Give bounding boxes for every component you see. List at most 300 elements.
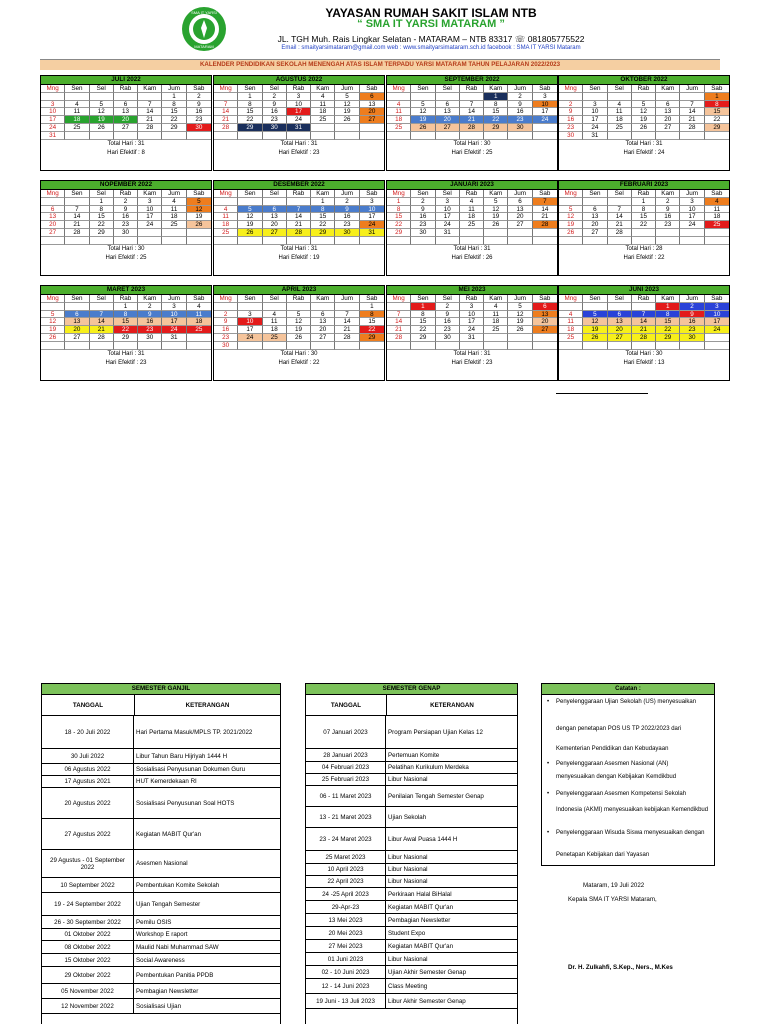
calendar-day: 5 [90,101,114,109]
calendar-day: 16 [680,318,704,326]
school-contacts: Email : smaityarsimataram@gmail.com web : www.smaityarsimataram.sch.id facebook : SMA IT YARSI Mataram [281,45,581,51]
school-name: “ SMA IT YARSI MATARAM ” [357,18,505,30]
calendar-day: 16 [411,213,435,221]
table-row [306,940,517,953]
calendar-day: 30 [187,124,211,132]
calendar-day: 14 [90,318,114,326]
calendar-day: 8 [360,311,384,319]
calendar-empty-cell [559,237,583,245]
calendar-day: 22 [114,326,138,334]
calendar-day: 21 [90,326,114,334]
calendar-day: 23 [138,326,162,334]
calendar-day: 16 [656,213,680,221]
calendar-day: 25 [559,334,583,342]
calendar-empty-cell [162,229,186,237]
day-header: Rab [287,85,311,93]
calendar-empty-cell [263,237,287,245]
row-date: 25 Februari 2023 [306,774,386,785]
calendar-day: 8 [162,101,186,109]
calendar-day: 23 [559,124,583,132]
catatan-item: dengan penetapan POS US TP 2022/2023 dari [556,726,682,732]
calendar-empty-cell [508,334,532,342]
calendar-empty-cell [608,132,632,140]
month-calendar [40,75,212,171]
bullet-icon: • [547,830,550,836]
calendar-day: 2 [559,101,583,109]
calendar-day: 9 [138,311,162,319]
month-title: APRIL 2023 [214,286,384,295]
calendar-empty-cell [533,342,557,350]
calendar-day: 11 [608,108,632,116]
table-row [42,941,280,954]
table-row [42,716,280,749]
calendar-day: 10 [705,311,729,319]
calendar-day: 31 [583,132,607,140]
calendar-day: 7 [608,206,632,214]
calendar-day: 11 [311,101,335,109]
calendar-day: 23 [411,221,435,229]
calendar-day: 17 [583,116,607,124]
day-header: Jum [508,85,532,93]
month-calendar [386,180,558,276]
row-description: Pembentukan Panitia PPDB [136,971,214,979]
calendar-day: 7 [680,101,704,109]
calendar-empty-cell [187,334,211,342]
calendar-day: 7 [387,311,411,319]
calendar-day: 3 [238,311,262,319]
day-header: Sab [705,295,729,303]
calendar-empty-cell [460,93,484,101]
calendar-day: 15 [238,108,262,116]
month-calendar [213,180,385,276]
calendar-day: 4 [460,198,484,206]
month-day-grid [387,190,557,245]
calendar-empty-cell [90,132,114,140]
calendar-day: 20 [436,116,460,124]
calendar-day: 7 [533,198,557,206]
calendar-empty-cell [90,303,114,311]
table-row [306,864,517,876]
calendar-empty-cell [114,342,138,350]
row-date: 13 - 21 Maret 2023 [306,807,386,827]
calendar-empty-cell [632,132,656,140]
calendar-day: 29 [238,124,262,132]
calendar-day: 9 [335,206,359,214]
calendar-day: 1 [484,93,508,101]
calendar-day: 12 [583,318,607,326]
catatan-item: Penetapan Kebijakan dari Yayasan [556,852,650,858]
calendar-day: 11 [214,213,238,221]
calendar-day: 12 [41,318,65,326]
calendar-day: 9 [114,206,138,214]
calendar-day: 5 [583,311,607,319]
calendar-day: 19 [583,326,607,334]
calendar-day: 8 [411,311,435,319]
calendar-day: 8 [484,101,508,109]
calendar-day: 19 [632,116,656,124]
month-effective-days: Hari Efektif : 25 [105,254,147,261]
calendar-empty-cell [311,132,335,140]
calendar-day: 4 [608,101,632,109]
calendar-day: 29 [656,334,680,342]
calendar-day: 26 [559,229,583,237]
calendar-day: 19 [484,213,508,221]
month-calendar [386,285,558,381]
calendar-empty-cell [460,132,484,140]
calendar-day: 12 [287,318,311,326]
calendar-day: 8 [656,311,680,319]
calendar-day: 22 [705,116,729,124]
col-keterangan: KETERANGAN [430,701,474,709]
calendar-empty-cell [287,237,311,245]
calendar-day: 25 [705,221,729,229]
calendar-day: 2 [214,311,238,319]
calendar-empty-cell [411,342,435,350]
day-header: Sen [65,190,89,198]
table-row [306,901,517,914]
calendar-empty-cell [360,237,384,245]
calendar-empty-cell [138,229,162,237]
calendar-day: 21 [287,221,311,229]
calendar-day: 15 [705,108,729,116]
calendar-day: 27 [114,124,138,132]
month-title: DESEMBER 2022 [214,181,384,190]
day-header: Kam [484,295,508,303]
day-header: Kam [138,295,162,303]
bullet-icon: • [547,791,550,797]
row-description: Pembagian Newsletter [136,987,199,995]
calendar-day: 23 [436,326,460,334]
day-header: Jum [680,295,704,303]
calendar-day: 20 [360,108,384,116]
calendar-day: 16 [559,116,583,124]
calendar-day: 16 [263,108,287,116]
calendar-day: 4 [705,198,729,206]
calendar-day: 9 [436,311,460,319]
day-header: Kam [311,295,335,303]
month-day-grid [41,85,211,140]
table-row [42,788,280,819]
calendar-day: 19 [238,221,262,229]
day-header: Rab [287,190,311,198]
calendar-day: 2 [335,198,359,206]
calendar-day: 11 [484,311,508,319]
day-header: Sab [533,190,557,198]
calendar-day: 28 [460,124,484,132]
calendar-day: 13 [656,108,680,116]
calendar-day: 26 [41,334,65,342]
calendar-day: 5 [335,93,359,101]
calendar-day: 18 [705,213,729,221]
calendar-day: 22 [387,221,411,229]
calendar-empty-cell [65,93,89,101]
calendar-day: 22 [90,221,114,229]
calendar-day: 5 [41,311,65,319]
calendar-day: 31 [162,334,186,342]
day-header: Sen [65,85,89,93]
row-description: Workshop E raport [136,931,188,938]
calendar-day: 5 [508,303,532,311]
day-header: Rab [287,295,311,303]
calendar-day: 6 [533,303,557,311]
month-day-grid [559,85,729,140]
calendar-empty-cell [632,93,656,101]
month-effective-days: Hari Efektif : 13 [623,359,665,366]
calendar-day: 27 [263,229,287,237]
calendar-empty-cell [705,334,729,342]
calendar-day: 10 [41,108,65,116]
calendar-day: 13 [508,206,532,214]
calendar-day: 15 [656,318,680,326]
calendar-day: 22 [632,221,656,229]
calendar-empty-cell [632,229,656,237]
row-date: 05 November 2022 [42,984,134,998]
calendar-empty-cell [583,237,607,245]
calendar-day: 21 [460,116,484,124]
calendar-day: 17 [533,108,557,116]
row-date: 07 Januari 2023 [306,716,386,748]
calendar-empty-cell [90,237,114,245]
calendar-day: 24 [583,124,607,132]
calendar-day: 3 [680,198,704,206]
month-effective-days: Hari Efektif : 23 [451,359,493,366]
day-header: Mng [559,295,583,303]
day-header: Sel [263,295,287,303]
day-header: Sab [533,85,557,93]
table-row [42,929,280,941]
calendar-day: 5 [559,206,583,214]
calendar-empty-cell [608,342,632,350]
calendar-day: 16 [214,326,238,334]
calendar-day: 10 [583,108,607,116]
calendar-day: 30 [335,229,359,237]
calendar-day: 9 [680,311,704,319]
row-date: 13 Mei 2023 [306,914,386,926]
calendar-day: 15 [162,108,186,116]
catatan-item: Kementerian Pendidikan dan Kebudayaan [556,746,669,752]
calendar-day: 5 [411,101,435,109]
calendar-day: 15 [387,213,411,221]
calendar-empty-cell [311,342,335,350]
calendar-day: 30 [559,132,583,140]
month-calendar [558,75,730,171]
calendar-day: 17 [360,213,384,221]
calendar-day: 2 [411,198,435,206]
calendar-empty-cell [559,198,583,206]
month-day-grid [387,295,557,350]
calendar-day: 1 [656,303,680,311]
row-description: Pembentukan Komite Sekolah [136,881,220,889]
calendar-day: 19 [41,326,65,334]
calendar-empty-cell [436,132,460,140]
calendar-day: 29 [484,124,508,132]
calendar-empty-cell [656,93,680,101]
signature-place-date: Mataram, 19 Juli 2022 [583,882,645,889]
day-header: Sel [90,295,114,303]
calendar-day: 15 [360,318,384,326]
calendar-empty-cell [632,303,656,311]
calendar-empty-cell [387,342,411,350]
calendar-day: 7 [65,206,89,214]
calendar-day: 31 [436,229,460,237]
calendar-day: 3 [460,303,484,311]
row-description: Hari Pertama Masuk/MPLS TP. 2021/2022 [136,728,253,736]
calendar-day: 12 [335,101,359,109]
calendar-day: 5 [287,311,311,319]
calendar-day: 28 [90,334,114,342]
month-day-grid [214,190,384,245]
day-header: Mng [559,85,583,93]
table-row [42,878,280,893]
calendar-empty-cell [162,132,186,140]
calendar-day: 3 [436,198,460,206]
calendar-empty-cell [460,229,484,237]
day-header: Mng [559,190,583,198]
calendar-day: 4 [162,198,186,206]
day-header: Sab [360,190,384,198]
calendar-empty-cell [65,237,89,245]
calendar-empty-cell [705,132,729,140]
calendar-day: 6 [508,198,532,206]
calendar-empty-cell [263,198,287,206]
calendar-day: 22 [238,116,262,124]
calendar-empty-cell [214,198,238,206]
day-header: Jum [162,85,186,93]
calendar-day: 22 [162,116,186,124]
calendar-day: 19 [411,116,435,124]
day-header: Sel [90,85,114,93]
semester-ganjil-title: SEMESTER GANJIL [42,684,280,695]
calendar-day: 14 [533,206,557,214]
calendar-empty-cell [335,342,359,350]
calendar-day: 28 [287,229,311,237]
school-logo-icon [181,6,227,52]
calendar-empty-cell [460,342,484,350]
row-description: Sosialisasi Penyusunan Soal HOTS [136,799,235,807]
month-calendar [213,75,385,171]
calendar-empty-cell [360,132,384,140]
calendar-day: 1 [632,198,656,206]
calendar-empty-cell [436,342,460,350]
table-row [306,851,517,864]
day-header: Kam [484,190,508,198]
month-effective-days: Hari Efektif : 22 [278,359,320,366]
day-header: Mng [41,295,65,303]
calendar-day: 4 [187,303,211,311]
calendar-day: 21 [214,116,238,124]
calendar-day: 12 [632,108,656,116]
calendar-empty-cell [238,237,262,245]
calendar-day: 25 [484,326,508,334]
catatan-title: Catatan : [542,684,714,695]
calendar-day: 28 [680,124,704,132]
calendar-empty-cell [287,303,311,311]
calendar-day: 17 [436,213,460,221]
month-total-days: Total Hari : 30 [280,350,318,357]
calendar-day: 14 [214,108,238,116]
calendar-empty-cell [287,132,311,140]
calendar-empty-cell [387,132,411,140]
calendar-empty-cell [287,198,311,206]
month-day-grid [214,85,384,140]
calendar-day: 12 [484,206,508,214]
row-description: Kegiatan MABIT Qur'an [388,903,454,911]
row-date: 29 Oktober 2022 [42,967,134,983]
day-header: Sen [583,190,607,198]
calendar-day: 21 [533,213,557,221]
calendar-day: 22 [360,326,384,334]
calendar-empty-cell [508,229,532,237]
month-total-days: Total Hari : 30 [107,245,145,252]
calendar-day: 15 [632,213,656,221]
calendar-day: 23 [508,116,532,124]
table-row [306,914,517,927]
month-effective-days: Hari Efektif : 26 [451,254,493,261]
calendar-empty-cell [656,229,680,237]
day-header: Rab [632,295,656,303]
calendar-empty-cell [187,132,211,140]
calendar-day: 31 [287,124,311,132]
calendar-day: 15 [411,318,435,326]
calendar-day: 23 [656,221,680,229]
calendar-day: 30 [138,334,162,342]
day-header: Jum [508,190,532,198]
calendar-day: 5 [632,101,656,109]
calendar-day: 1 [411,303,435,311]
calendar-empty-cell [533,237,557,245]
calendar-title: KALENDER PENDIDIKAN SEKOLAH MENENGAH ATAS ISLAM TERPADU YARSI MATARAM TAHUN PELAJARAN 2022/2023 [40,59,720,70]
calendar-day: 15 [484,108,508,116]
calendar-day: 6 [436,101,460,109]
calendar-day: 16 [138,318,162,326]
calendar-empty-cell [65,303,89,311]
calendar-day: 17 [287,108,311,116]
calendar-day: 2 [138,303,162,311]
table-row [306,953,517,966]
row-date: 08 Oktober 2022 [42,941,134,953]
row-description: Class Meeting [388,982,428,990]
calendar-day: 29 [90,229,114,237]
month-calendar [386,75,558,171]
day-header: Sen [583,295,607,303]
calendar-day: 30 [680,334,704,342]
day-header: Mng [41,190,65,198]
calendar-day: 11 [705,206,729,214]
calendar-empty-cell [656,132,680,140]
calendar-empty-cell [608,198,632,206]
row-date: 28 Januari 2023 [306,749,386,761]
calendar-empty-cell [680,93,704,101]
row-description: Penilaian Tengah Semester Genap [388,792,484,800]
calendar-day: 19 [187,213,211,221]
row-date: 29 Agustus - 01 September 2022 [42,850,134,877]
month-total-days: Total Hari : 31 [107,140,145,147]
calendar-day: 10 [460,311,484,319]
calendar-day: 13 [583,213,607,221]
calendar-day: 25 [387,124,411,132]
day-header: Jum [335,190,359,198]
row-description: Libur Nasional [388,776,428,783]
calendar-empty-cell [138,132,162,140]
calendar-empty-cell [138,237,162,245]
calendar-empty-cell [484,237,508,245]
day-header: Kam [656,295,680,303]
calendar-day: 29 [162,124,186,132]
calendar-day: 18 [311,108,335,116]
calendar-empty-cell [65,198,89,206]
day-header: Jum [335,85,359,93]
calendar-day: 11 [263,318,287,326]
